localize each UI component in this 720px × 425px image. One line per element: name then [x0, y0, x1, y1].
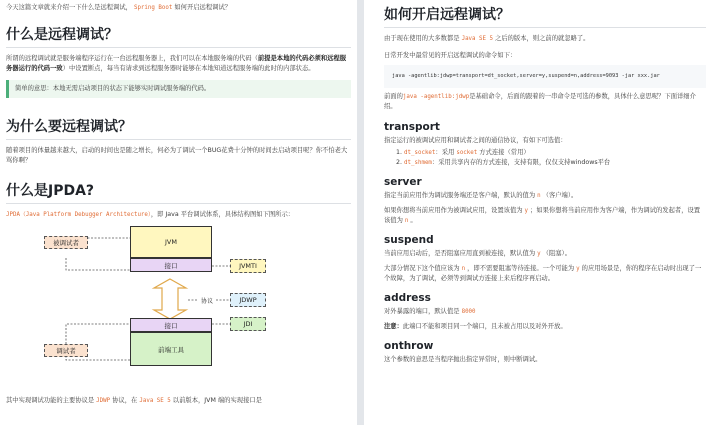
p1-text: 由于现在使用的大多数都是	[384, 35, 460, 42]
jvm-box: JVM	[130, 226, 212, 258]
heading-onthrow: onthrow	[384, 340, 434, 352]
server-text-end: （客户端）。	[542, 192, 578, 199]
what-paragraph	[6, 54, 351, 74]
heading-why-remote-debug: 为什么要远程调试？	[6, 119, 132, 135]
note-label: 注意：	[384, 323, 403, 330]
note-paragraph	[384, 322, 706, 332]
suspend-text-end: （阻塞）。	[542, 250, 571, 257]
server-paragraph-1	[384, 191, 706, 201]
debuggee-label: 被调试者	[44, 236, 88, 249]
inline-code: dt_socket	[404, 150, 436, 156]
list-item-text: 方式连接（常用）	[477, 149, 530, 156]
protocol-label: 协议	[200, 297, 213, 305]
address-text: 对外暴露的端口，默认值是	[384, 308, 460, 315]
inline-code: Java SE 5	[461, 36, 493, 42]
left-page	[0, 0, 357, 425]
heading-address: address	[384, 292, 431, 304]
address-paragraph	[384, 307, 706, 317]
page-gutter	[357, 0, 364, 425]
enable-paragraph-2: 日常开发中最常见的开启远程调试的命令如下：	[384, 52, 517, 59]
inline-code: dt_shmem	[404, 160, 432, 166]
onthrow-paragraph: 这个参数的意思是当程序抛出指定异常时，则中断调试。	[384, 356, 542, 363]
inline-code: socket	[456, 150, 478, 156]
p1-text-end: 之后的版本，则之前的就忽略了。	[495, 35, 590, 42]
bottom-text: 其中实现调试功能的主要协议是	[6, 397, 95, 404]
list-item	[404, 158, 706, 168]
why-paragraph: 随着项目的体量越来越大，启动的时间也是随之增长，何必为了调试一个BUG花费十分钟的时间去启动项目呢？你不怕老大骂你啊？	[6, 147, 348, 164]
server-text: ；如果你想将当前应用作为客户端，作为调试的发起者，设置该值为	[384, 207, 701, 224]
command-code-block[interactable]: java -agentlib:jdwp=transport=dt_socket,server=y,suspend=n,address=9093 -jar xxx.jar	[384, 65, 706, 88]
inline-code: JPDA（Java Platform Debugger Architecture）	[6, 212, 151, 218]
transport-options-list	[384, 148, 706, 168]
server-text: 如果你想将当前应用作为被调试应用，设置该值为	[384, 207, 523, 214]
jvmti-label: JVMTI	[230, 259, 266, 273]
list-item-text: ：采用	[435, 149, 457, 156]
server-text-end: 。	[410, 217, 417, 224]
debugger-label: 调试者	[44, 344, 88, 357]
enable-paragraph-3	[384, 92, 706, 112]
frontend-tool-box: 前端工具	[130, 332, 212, 366]
jpda-paragraph	[6, 210, 351, 220]
jvm-interface-box: 接口	[130, 258, 212, 272]
intro-text: 今天这篇文章就来介绍一下什么是远程调试，	[6, 4, 132, 11]
heading-server: server	[384, 176, 422, 188]
suspend-text: 当前应用启动后，是否阻塞应用直到被连接，默认值为	[384, 250, 536, 257]
suspend-paragraph-1	[384, 249, 706, 259]
suspend-text: ，即不需要阻塞等待连接。一个可能为	[467, 265, 575, 272]
inline-code: java -agentlib:jdwp	[402, 94, 470, 100]
jdwp-label: JDWP	[230, 293, 266, 307]
server-paragraph-2	[384, 206, 706, 226]
p3-text: 前面的	[384, 93, 403, 100]
suspend-text-end: 的应用场景是，你的程序在启动时出现了一个故障，为了调试，必须等到调试方连接上来后程序再启动。	[384, 265, 702, 282]
divider	[6, 47, 351, 48]
suspend-paragraph-2	[384, 264, 706, 284]
inline-code: JDWP	[96, 398, 111, 404]
intro-paragraph	[6, 3, 351, 13]
right-page	[364, 0, 720, 425]
inline-code: Java SE 5	[139, 398, 171, 404]
heading-suspend: suspend	[384, 234, 434, 246]
heading-what-is-jpda: 什么是JPDA?	[6, 183, 95, 199]
inline-code: n	[537, 193, 541, 199]
inline-code: Spring Boot	[133, 5, 173, 11]
list-item-text: ：采用共享内存的方式连接，支持有限，仅仅支持windows平台	[431, 159, 611, 166]
inline-code: n	[404, 218, 409, 224]
inline-code: y	[537, 251, 541, 257]
inline-code: 8000	[461, 309, 476, 315]
suspend-text: 大部分情况下这个值应该为	[384, 265, 460, 272]
what-bold: 前提是本地的代码必须和远程服务器运行的代码一致	[6, 55, 347, 72]
inline-code: n	[461, 266, 466, 272]
server-text: 指定当前应用作为调试服务端还是客户端，默认的值为	[384, 192, 536, 199]
divider	[384, 27, 706, 28]
inline-code: y	[524, 208, 529, 214]
note-text: 此端口不能和项目同一个端口，且未被占用以及对外开放。	[402, 323, 567, 330]
jpda-diagram	[20, 226, 310, 386]
enable-paragraph-1	[384, 34, 706, 44]
list-item	[404, 148, 706, 158]
what-text-end: ）中设置断点，每当有请求到远程服务器时能够在本地知道远程服务端的此时的内部状态。	[62, 65, 315, 72]
what-text: 所谓的远程调试就是服务端程序运行在一台远程服务器上，我们可以在本地服务端的代码（	[6, 55, 258, 62]
tip-callout: 简单的意思：本地无需启动项目的状态下能够实时调试服务端的代码。	[6, 80, 351, 98]
frontend-interface-box: 接口	[130, 318, 212, 332]
p3-text-end: 是基础命令，后面的跟着的一串命令是可选的参数，具体什么意思呢？下面详细介绍。	[384, 93, 696, 110]
divider	[6, 139, 351, 140]
jpda-text: ，即 Java 平台调试体系，具体结构图如下图所示：	[150, 211, 295, 218]
transport-paragraph: 指定运行的被调试应用和调试者之间的通信协议，有如下可选值：	[384, 137, 567, 144]
divider	[6, 203, 351, 204]
bottom-paragraph	[6, 396, 351, 406]
heading-transport: transport	[384, 121, 440, 133]
jdi-label: JDI	[230, 317, 266, 331]
inline-code: y	[576, 266, 580, 272]
bottom-text: 协议，在	[112, 397, 138, 404]
intro-text-end: 如何开启远程调试？	[174, 4, 232, 11]
bottom-text-end: 以前版本，JVM 端的实现接口是	[172, 397, 262, 404]
heading-what-is-remote-debug: 什么是远程调试？	[6, 27, 118, 43]
heading-how-to-enable: 如何开启远程调试？	[384, 7, 510, 23]
